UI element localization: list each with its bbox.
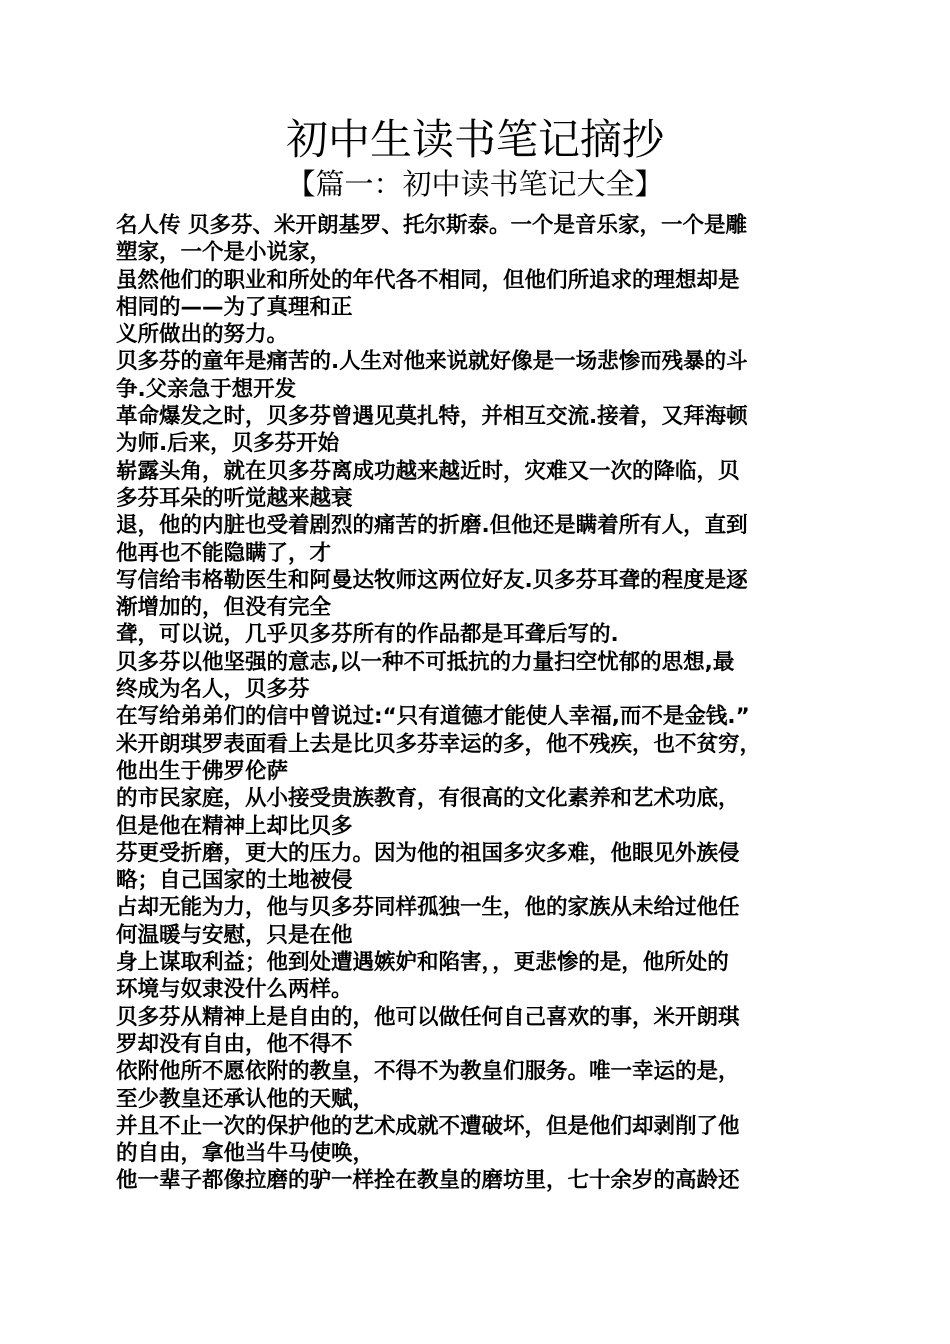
body-line: 相同的——为了真理和正 — [116, 294, 353, 320]
body-line: 罗却没有自由，他不得不 — [116, 1031, 353, 1057]
body-line: 贝多芬以他坚强的意志,以一种不可抵抗的力量扫空忧郁的思想,最 — [116, 649, 735, 675]
body-line: 争.父亲急于想开发 — [116, 376, 297, 402]
body-line: 聋，可以说，几乎贝多芬所有的作品都是耳聋后写的. — [116, 622, 619, 648]
body-line: 占却无能为力，他与贝多芬同样孤独一生，他的家族从未给过他任 — [116, 895, 740, 921]
body-line: 在写给弟弟们的信中曾说过:“只有道德才能使人幸福,而不是金钱.” — [116, 704, 750, 730]
body-line: 名人传 贝多芬、米开朗基罗、托尔斯泰。一个是音乐家，一个是雕 — [116, 213, 747, 238]
body-text — [116, 212, 836, 1195]
body-line: 退，他的内脏也受着剧烈的痛苦的折磨.但他还是瞒着所有人，直到 — [116, 513, 748, 539]
body-line: 革命爆发之时，贝多芬曾遇见莫扎特，并相互交流.接着，又拜海顿 — [116, 404, 748, 430]
body-line: 塑家，一个是小说家， — [116, 240, 332, 266]
page-title: 初中生读书笔记摘抄 — [285, 115, 664, 164]
body-line: 为师.后来，贝多芬开始 — [116, 431, 340, 457]
body-line: 他一辈子都像拉磨的驴一样拴在教皇的磨坊里，七十余岁的高龄还 — [116, 1168, 740, 1194]
body-line: 但是他在精神上却比贝多 — [116, 813, 353, 839]
body-line: 并且不止一次的保护他的艺术成就不遭破坏，但是他们却剥削了他 — [116, 1113, 740, 1139]
body-line: 贝多芬从精神上是自由的，他可以做任何自己喜欢的事，米开朗琪 — [116, 1004, 740, 1030]
body-line: 的市民家庭，从小接受贵族教育，有很高的文化素养和艺术功底， — [116, 786, 740, 812]
body-line: 多芬耳朵的听觉越来越衰 — [116, 485, 353, 511]
body-line: 终成为名人，贝多芬 — [116, 677, 310, 703]
body-line: 贝多芬的童年是痛苦的.人生对他来说就好像是一场悲惨而残暴的斗 — [116, 349, 748, 375]
body-line: 渐增加的，但没有完全 — [116, 595, 332, 621]
body-line: 环境与奴隶没什么两样。 — [116, 977, 353, 1003]
body-line: 略；自己国家的土地被侵 — [116, 868, 353, 894]
body-line: 的自由，拿他当牛马使唤， — [116, 1141, 375, 1167]
body-line: 他再也不能隐瞒了，才 — [116, 540, 332, 566]
body-line: 依附他所不愿依附的教皇，不得不为教皇们服务。唯一幸运的是， — [116, 1059, 740, 1085]
body-line: 芬更受折磨，更大的压力。因为他的祖国多灾多难，他眼见外族侵 — [116, 840, 740, 866]
body-line: 米开朗琪罗表面看上去是比贝多芬幸运的多，他不残疾，也不贫穷， — [116, 731, 762, 757]
body-line: 何温暖与安慰，只是在他 — [116, 922, 353, 948]
body-line: 他出生于佛罗伦萨 — [116, 758, 289, 784]
body-line: 义所做出的努力。 — [116, 322, 289, 348]
body-line: 身上谋取利益；他到处遭遇嫉妒和陷害，，更悲惨的是，他所处的 — [116, 950, 729, 976]
body-line: 崭露头角，就在贝多芬离成功越来越近时，灾难又一次的降临，贝 — [116, 458, 740, 484]
body-line: 至少教皇还承认他的天赋， — [116, 1086, 375, 1112]
body-line: 写信给韦格勒医生和阿曼达牧师这两位好友.贝多芬耳聋的程度是逐 — [116, 567, 748, 593]
body-line: 虽然他们的职业和所处的年代各不相同，但他们所追求的理想却是 — [116, 267, 740, 293]
page-subtitle: 【篇一：初中读书笔记大全】 — [286, 167, 664, 201]
